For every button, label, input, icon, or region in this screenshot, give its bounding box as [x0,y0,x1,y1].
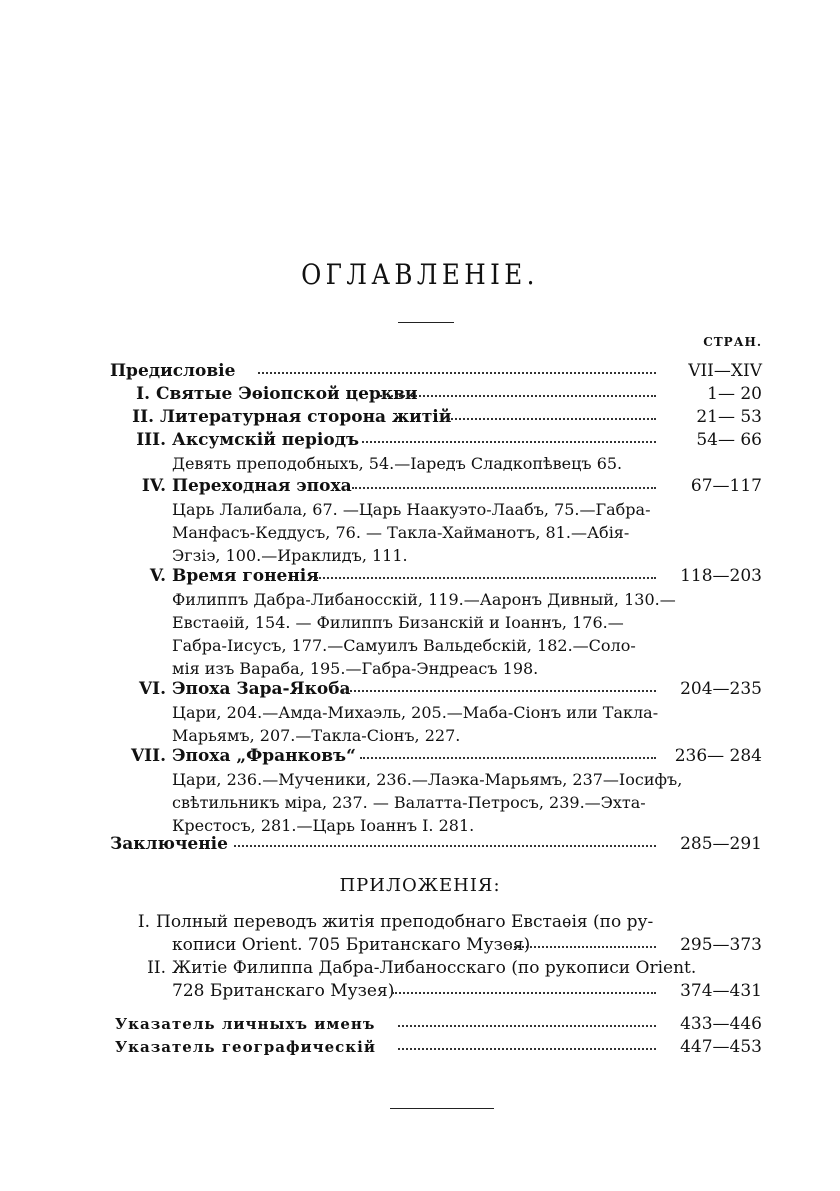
dot-leader [234,833,656,847]
dot-leader [342,678,656,692]
closing-rule [390,1108,494,1109]
toc-entry-3[interactable] [0,429,840,451]
entry-pages: 1— 20 [707,384,762,404]
entry-title: Святые Эѳіопской церкви [156,384,418,404]
entry-pages: 447—453 [680,1037,762,1057]
entry-title: Предисловіе [110,361,236,381]
entry-pages: VII—XIV [688,361,762,381]
entry-title: Эпоха Зара-Якоба [172,679,351,699]
entry-title: Указатель личныхъ именъ [115,1015,376,1033]
toc-entry-preface[interactable] [0,360,840,382]
entry-title-line: Полный переводъ житія преподобнаго Евстаѳія (по ру- [156,912,654,932]
dot-leader [258,360,656,374]
toc-entry-6[interactable] [0,678,840,700]
entry-title-line: 728 Британскаго Музея) [172,981,395,1001]
entry-pages: 285—291 [680,834,762,854]
appendix-entry-2-cont[interactable] [0,980,840,1002]
entry-title-line: Житіе Филиппа Дабра-Либаносскаго (по рукописи Orient. [172,958,697,978]
entry-number: II. [132,407,154,427]
description-line: Цари, 204.—Амда-Михаэль, 205.—Маба-Сіонъ или Такла- [172,703,659,722]
index-entry-names[interactable] [0,1013,840,1035]
dot-leader [398,1036,656,1050]
page-title: ОГЛАВЛЕНІЕ. [301,258,539,291]
description-line: Манфасъ-Кеддусъ, 76. — Такла-Хайманотъ, 81.—Абія- [172,523,630,542]
toc-entry-7[interactable] [0,745,840,767]
entry-title: Аксумскій періодъ [172,430,360,450]
toc-entry-1[interactable] [0,383,840,405]
entry-number: VII. [130,746,166,766]
entry-pages: 21— 53 [696,407,762,427]
toc-entry-5[interactable] [0,565,840,587]
entry-description [172,452,658,475]
entry-description [172,768,683,837]
description-line: Филиппъ Дабра-Либаносскій, 119.—Ааронъ Дивный, 130.— [172,590,676,609]
entry-number: I. [137,912,150,932]
entry-number: IV. [141,476,166,496]
entry-number: III. [136,430,166,450]
description-line: Габра-Іисусъ, 177.—Самуилъ Вальдебскій, 182.—Соло- [172,636,636,655]
description-line: мія изъ Вараба, 195.—Габра-Эндреасъ 198. [172,659,539,678]
appendix-entry-1[interactable] [0,911,840,933]
entry-number: II. [147,958,166,978]
entry-description [172,588,676,680]
entry-pages: 118—203 [680,566,762,586]
description-line: Цари, 236.—Мученики, 236.—Лаэка-Марьямъ, 237—Іосифъ, [172,770,683,789]
entry-pages: 54— 66 [696,430,762,450]
entry-description [172,498,658,567]
toc-entry-2[interactable] [0,406,840,428]
description-line: Евстаѳій, 154. — Филиппъ Бизанскій и Іоаннъ, 176.— [172,613,624,632]
pages-column-header: СТРАН. [703,335,762,349]
entry-pages: 374—431 [680,981,762,1001]
dot-leader [398,1013,656,1027]
entry-title: Время гоненія [172,566,319,586]
entry-number: V. [149,566,166,586]
appendix-entry-2[interactable] [0,957,840,979]
entry-description [172,701,658,747]
description-line: Марьямъ, 207.—Такла-Сіонъ, 227. [172,726,461,745]
entry-title: Эпоха „Франковъ“ [172,746,356,766]
dot-leader [380,383,656,397]
entry-number: I. [136,384,150,404]
description-line: свѣтильникъ міра, 237. — Валатта-Петросъ, 239.—Эхта- [172,793,646,812]
appendix-entry-1-cont[interactable] [0,934,840,956]
index-entry-geography[interactable] [0,1036,840,1058]
entry-title: Переходная эпоха [172,476,352,496]
description-line: Эгзіэ, 100.—Ираклидъ, 111. [172,546,408,565]
dot-leader [448,406,656,420]
toc-entry-4[interactable] [0,475,840,497]
dot-leader [362,429,656,443]
entry-title: Указатель географическій [115,1038,376,1056]
dot-leader [392,980,656,994]
entry-pages: 204—235 [680,679,762,699]
title-rule [398,322,454,323]
dot-leader [352,475,656,489]
appendix-heading: ПРИЛОЖЕНІЯ: [339,875,501,896]
entry-title-line: кописи Orient. 705 Британскаго Музея) [172,935,531,955]
entry-pages: 433—446 [680,1014,762,1034]
description-line: Девять преподобныхъ, 54.—Іаредъ Сладкопѣвецъ 65. [172,454,623,473]
entry-number: VI. [138,679,166,699]
toc-entry-conclusion[interactable] [0,833,840,855]
entry-title: Литературная сторона житій [160,407,452,427]
description-line: Царь Лалибала, 67. —Царь Наакуэто-Лаабъ, 75.—Габра- [172,500,651,519]
description-line: Крестосъ, 281.—Царь Іоаннъ I. 281. [172,816,475,835]
entry-pages: 236— 284 [674,746,762,766]
entry-pages: 67—117 [690,476,762,496]
dot-leader [316,565,656,579]
entry-title: Заключеніе [110,834,228,854]
dot-leader [510,934,656,948]
entry-pages: 295—373 [680,935,762,955]
dot-leader [360,745,656,759]
